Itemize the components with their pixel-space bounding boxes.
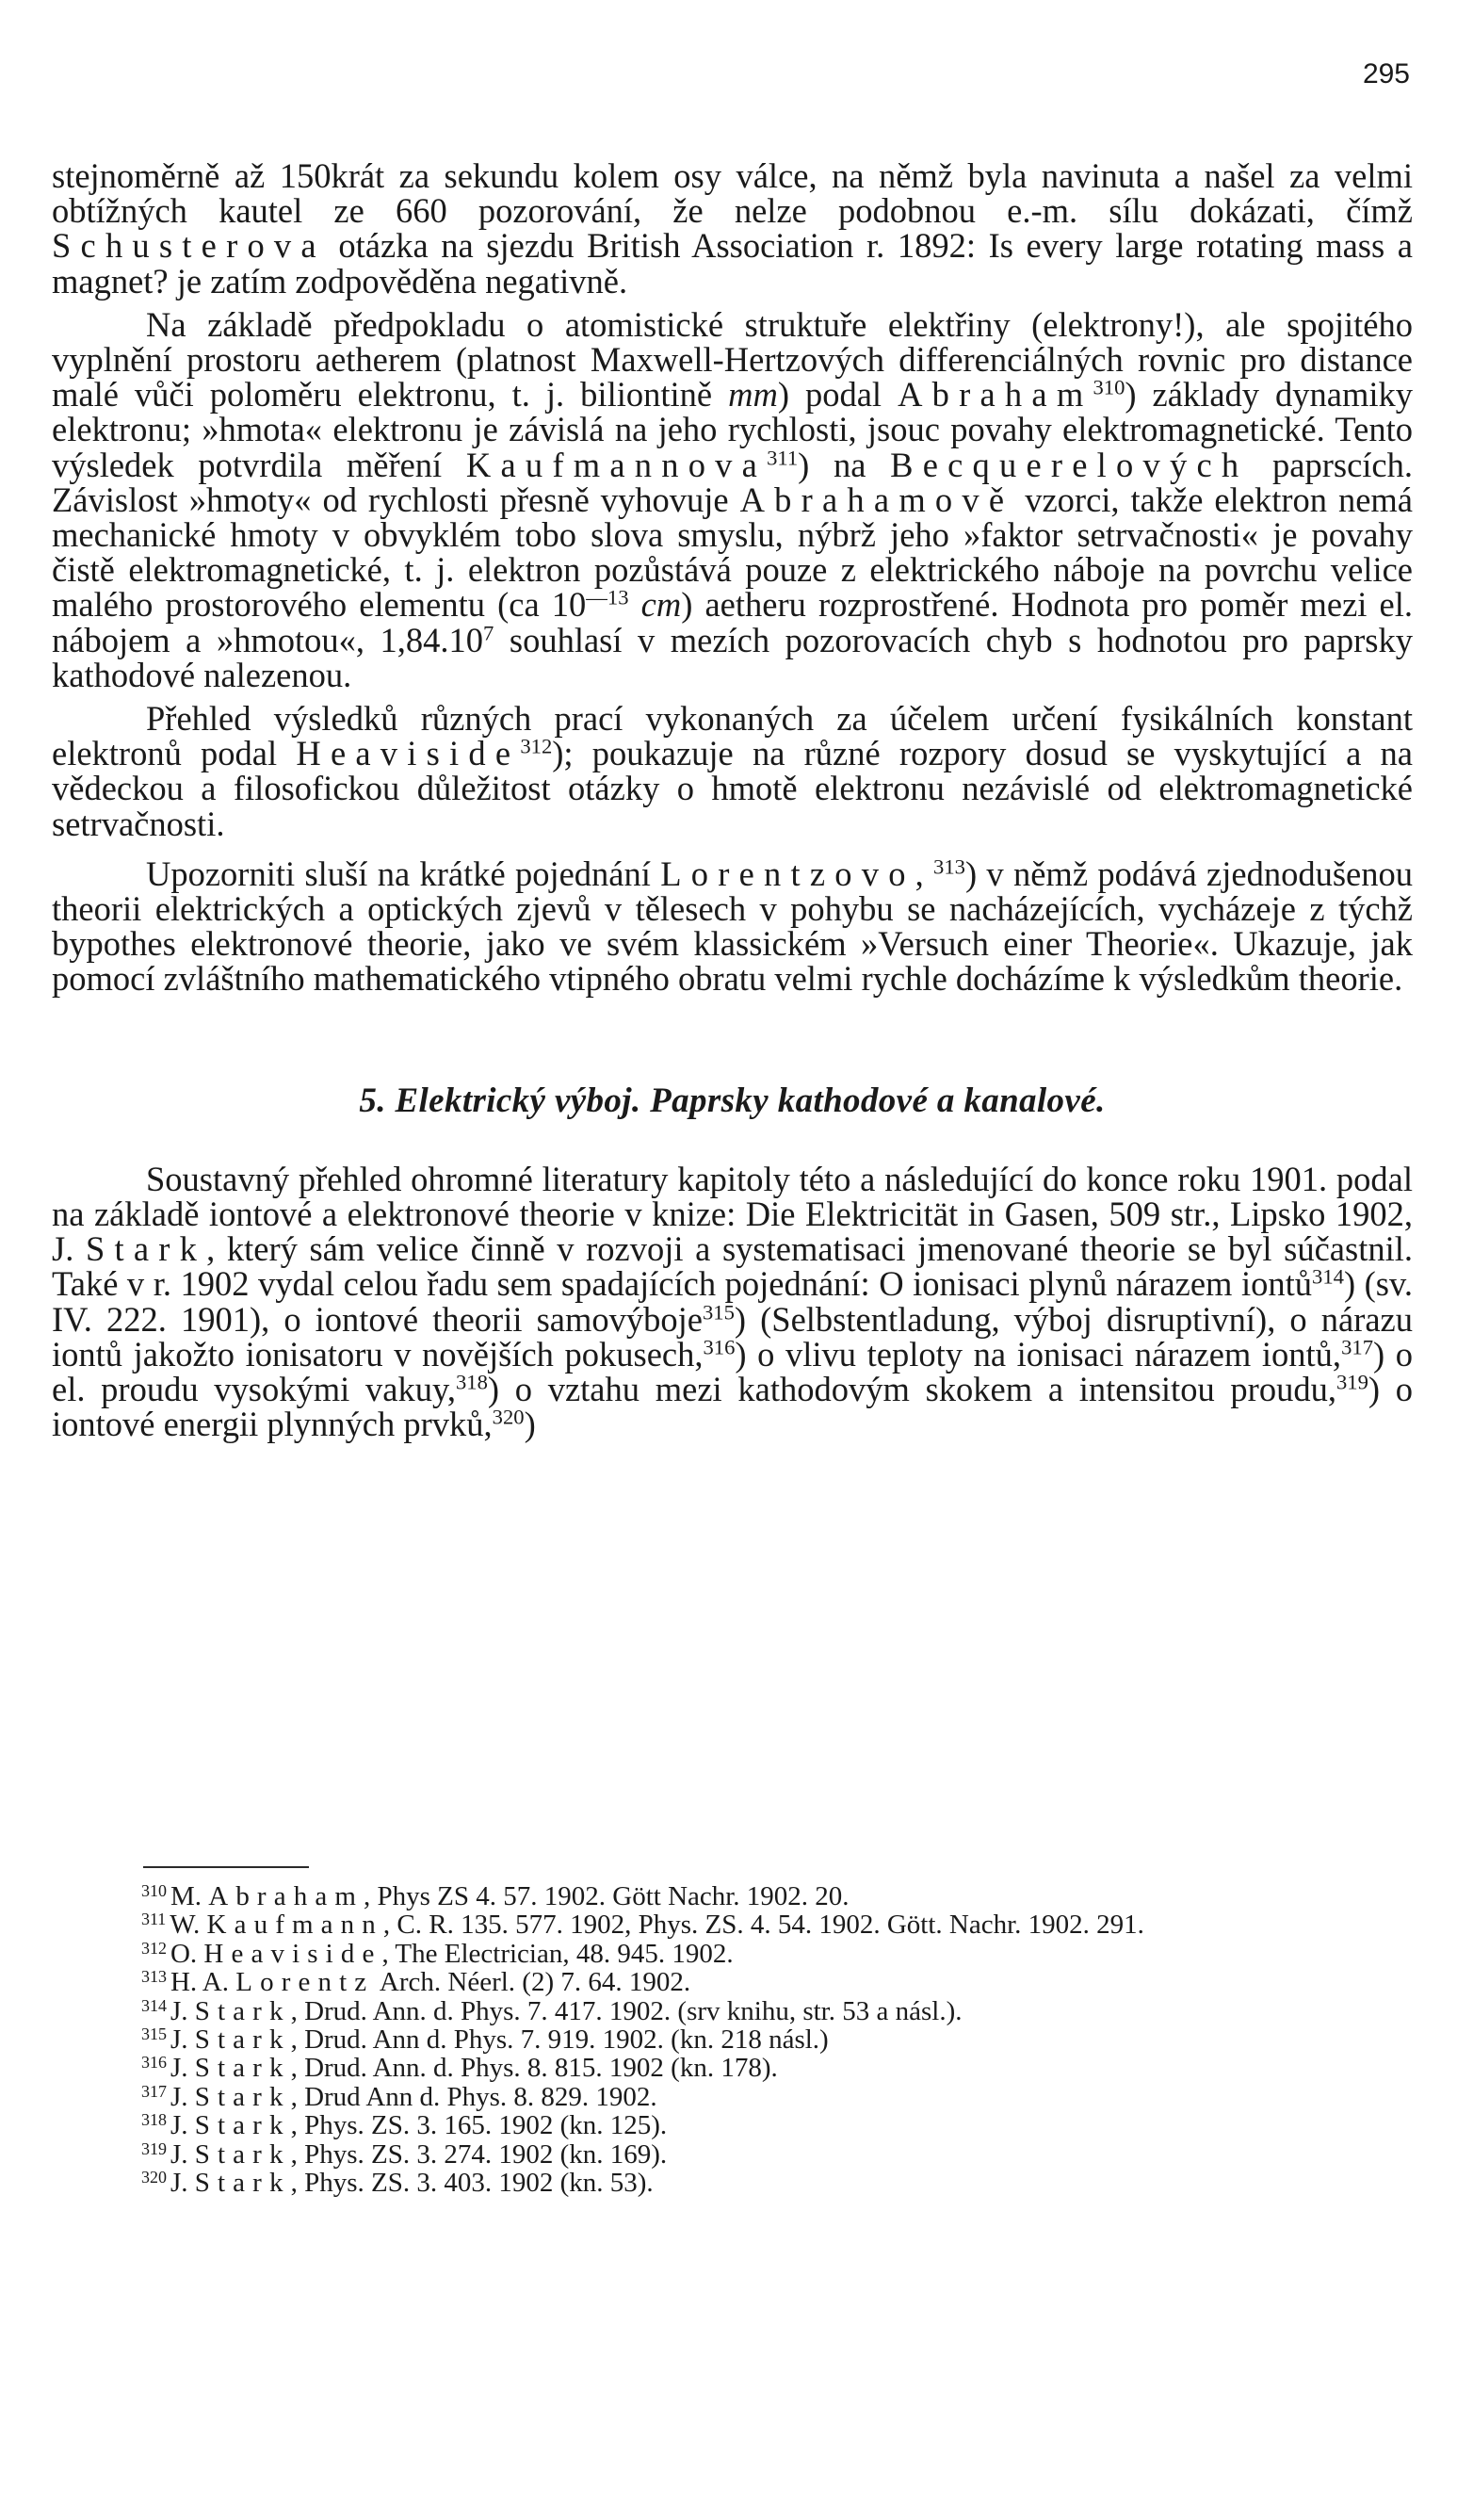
footnote-number: 311 [141, 1910, 167, 1929]
footnote [52, 2083, 1408, 2111]
text-run: ) na [798, 445, 891, 484]
text-run: stejnoměrně až 150krát za sekundu kolem osy válce, na němž byla navinuta a našel za velmi obtížných kautel ze 660 pozorování, že nelze podobnou e.-m. sílu dokázati, čímž [52, 156, 1413, 231]
text-run: ) (Selbstentladung, výboj disruptivní), o nárazu iontů jakožto ionisatoru v novějších pokusech, [52, 1299, 1413, 1374]
text-run: ) o iontové energii plynných prvků, [52, 1370, 1414, 1444]
author-name: Abraham [898, 375, 1093, 415]
footnote-number: 320 [141, 2168, 167, 2187]
footnote-ref: 316 [703, 1335, 736, 1359]
footnote-ref: 320 [492, 1405, 525, 1429]
author-name: Lorentzovo, [660, 854, 934, 893]
page-number: 295 [1362, 58, 1410, 89]
text-run: ); poukazuje na různé rozpory dosud se vyskytující a na vědeckou a filosofickou důležitost otázky o hmotě elektronu nezávislé od elektromagnetické setrvačnosti. [52, 734, 1413, 843]
paragraph-2 [52, 304, 1414, 694]
footnote-ref: 311 [767, 446, 799, 470]
text-run: Soustavný přehled ohromné literatury kapitoly této a následující do konce roku 1901. podal na základě iontové a elektronové theorie v knize: Die Elektricität in Gasen, 509 str., Lipsko 1902, J. [52, 1159, 1413, 1269]
footnote-number: 315 [141, 2024, 167, 2044]
text-run: otázka na sjezdu British Association r. 1892: Is every large rotating mass a magnet? je zatím zodpověděna negativně. [52, 226, 1413, 301]
footnote-text: , Drud Ann d. Phys. 8. 829. 1902. [290, 2081, 657, 2112]
paragraph-5 [52, 1159, 1414, 1444]
footnote-prefix: J. [170, 2110, 195, 2141]
footnote-text: , Phys ZS 4. 57. 1902. Gött Nachr. 1902. 20. [364, 1881, 850, 1911]
section-heading: 5. Elektrický výboj. Paprsky kathodové a kanalové. [359, 1081, 1106, 1120]
footnote-author: Abraham [208, 1881, 364, 1911]
footnote-author: Kaufmann [206, 1910, 383, 1941]
footnote-ref: 315 [702, 1300, 735, 1325]
author-name: Kaufmannova [465, 445, 768, 484]
text-run: ) základy dynamiky elektronu; »hmota« elektronu je závislá na jeho rychlosti, jsouc povahy elektromagnetické. Tento výsledek potvrdila měření [52, 375, 1414, 484]
author-name: Stark [85, 1229, 207, 1269]
footnote [52, 2025, 1408, 2054]
text-run: ) o vztahu mezi kathodovým skokem a intensitou proudu, [487, 1370, 1336, 1409]
text-run: ) podal [777, 375, 898, 415]
footnote [52, 2111, 1408, 2139]
unit-cm: cm [640, 585, 682, 625]
footnote-number: 317 [141, 2081, 167, 2101]
footnote-prefix: H. A. [170, 1967, 236, 1998]
footnote-prefix: W. [170, 1910, 207, 1941]
footnote-prefix: J. [170, 2081, 195, 2112]
paragraph-3 [52, 701, 1413, 841]
text-run: ) (sv. IV. 222. 1901), o iontové theorii samovýboje [52, 1264, 1413, 1339]
footnote-prefix: J. [170, 2138, 195, 2170]
footnote-author: Stark [194, 2138, 291, 2170]
footnote-ref: 319 [1336, 1370, 1368, 1394]
footnote-prefix: J. [170, 2024, 195, 2056]
text-run: ) [524, 1405, 536, 1444]
footnote-author: Stark [194, 2168, 291, 2199]
footnote-prefix: M. [170, 1881, 209, 1911]
text-run: ) v němž podává zjednodušenou theorii elektrických a optických zjevů v tělesech v pohybu se nacházejících, vycházeje z týchž bypothes elektronové theorie, jako ve svém klassickém »Versuch einer Theorie«. Ukazuje, jak pomocí zvláštního mathematického vtipného obratu velmi rychle docházíme k výsledkům theorie. [52, 854, 1413, 999]
footnote-text: , Drud. Ann d. Phys. 7. 919. 1902. (kn. 218 násl.) [290, 2024, 829, 2056]
footnote-number: 310 [141, 1881, 167, 1901]
footnote-number: 313 [141, 1967, 167, 1987]
footnote-ref: 314 [1312, 1265, 1344, 1290]
paragraph-1 [52, 158, 1413, 299]
footnote-text: , The Electrician, 48. 945. 1902. [381, 1938, 734, 1969]
footnote-author: Heaviside [203, 1938, 382, 1969]
footnote-text: , Drud. Ann. d. Phys. 7. 417. 1902. (srv knihu, str. 53 a násl.). [290, 1995, 963, 2026]
footnote-author: Stark [194, 2110, 291, 2141]
footnote-number: 319 [141, 2138, 167, 2158]
text-run: ) o el. proudu vysokými vakuy, [52, 1334, 1413, 1409]
footnote-text: , C. R. 135. 577. 1902, Phys. ZS. 4. 54. 1902. Gött. Nachr. 1902. 291. [382, 1910, 1144, 1941]
exponent: —13 [586, 586, 629, 610]
author-name: Abrahamově [739, 480, 1014, 519]
footnote-ref: 318 [455, 1370, 488, 1394]
footnote-prefix: O. [170, 1938, 204, 1969]
text-run: , který sám velice činně v rozvoji a systematisaci jmenované theorie se byl súčastnil. Také v r. 1902 vydal celou řadu sem spadajících pojednání: O ionisaci plynů nárazem iontů [52, 1229, 1413, 1304]
footnote-text: , Drud. Ann. d. Phys. 8. 815. 1902 (kn. 178). [290, 2053, 778, 2084]
text-run: ) o vlivu teploty na ionisaci nárazem iontů, [735, 1334, 1342, 1374]
footnote-ref: 313 [933, 854, 965, 879]
footnote [52, 1910, 1408, 1939]
unit-mm: mm [728, 375, 778, 415]
footnote-prefix: J. [170, 2168, 195, 2199]
footnote-prefix: J. [170, 2053, 195, 2084]
footnote-author: Stark [194, 2081, 291, 2112]
footnote-number: 312 [141, 1938, 167, 1958]
footnote [52, 2140, 1408, 2169]
footnote [52, 1968, 1408, 1996]
footnotes [52, 1882, 1408, 2197]
footnote-text: , Phys. ZS. 3. 403. 1902 (kn. 53). [290, 2168, 654, 2199]
text-run: paprscích. Závislost »hmoty« od rychlosti přesně vyhovuje [52, 445, 1414, 519]
exponent: 7 [483, 621, 494, 645]
footnote [52, 1997, 1408, 2025]
footnote-separator [143, 1866, 309, 1868]
footnote [52, 2054, 1408, 2082]
author-name: Becquerelových [890, 445, 1249, 484]
text-run: vzorci, takže elektron nemá mechanické hmoty v obvyklém tobo slova smyslu, nýbrž jeho »faktor setrvačnosti« je povahy čistě elektromagnetické, t. j. elektron pozůstává pouze z elektrického náboje na povrchu velice malého prostorového elementu (ca 10 [52, 480, 1413, 625]
footnote-text: , Phys. ZS. 3. 274. 1902 (kn. 169). [290, 2138, 668, 2170]
footnote-author: Lorentz [235, 1967, 375, 1998]
footnote [52, 1940, 1408, 1968]
footnote-number: 314 [141, 1995, 167, 2015]
footnote-prefix: J. [170, 1995, 195, 2026]
footnote-author: Stark [194, 2053, 291, 2084]
footnote-ref: 317 [1341, 1335, 1373, 1359]
body-text [52, 158, 1413, 1442]
text-run: Přehled výsledků různých prací vykonaných za účelem určení fysikálních konstant elektronů podal [52, 699, 1413, 773]
text-run: Na základě předpokladu o atomistické struktuře elektřiny (elektrony!), ale spojitého vyplnění prostoru aetherem (platnost Maxwell-Hertzových differenciálných rovnic pro distance malé vůči poloměru elektronu, t. j. biliontině [52, 304, 1413, 415]
footnote [52, 2169, 1408, 2197]
author-name: Heaviside [296, 734, 521, 773]
footnote-ref: 310 [1093, 375, 1125, 399]
footnote-number: 318 [141, 2110, 167, 2130]
paragraph-4 [52, 856, 1413, 997]
text-run: souhlasí v mezích pozorovacích chyb s hodnotou pro paprsky kathodové nalezenou. [52, 620, 1413, 694]
footnote-author: Stark [194, 2024, 291, 2056]
text-run: Upozorniti sluší na krátké pojednání [146, 854, 661, 893]
text-run: ) aetheru rozprostřené. Hodnota pro poměr mezi el. nábojem a »hmotou«, 1,84.10 [52, 585, 1414, 659]
footnote [52, 1882, 1408, 1910]
footnote-author: Stark [194, 1995, 291, 2026]
footnote-ref: 312 [520, 734, 553, 758]
footnote-number: 316 [141, 2053, 167, 2073]
footnote-text: , Phys. ZS. 3. 165. 1902 (kn. 125). [290, 2110, 668, 2141]
author-name: Schusterova [52, 226, 326, 266]
footnote-text: Arch. Néerl. (2) 7. 64. 1902. [374, 1967, 691, 1998]
